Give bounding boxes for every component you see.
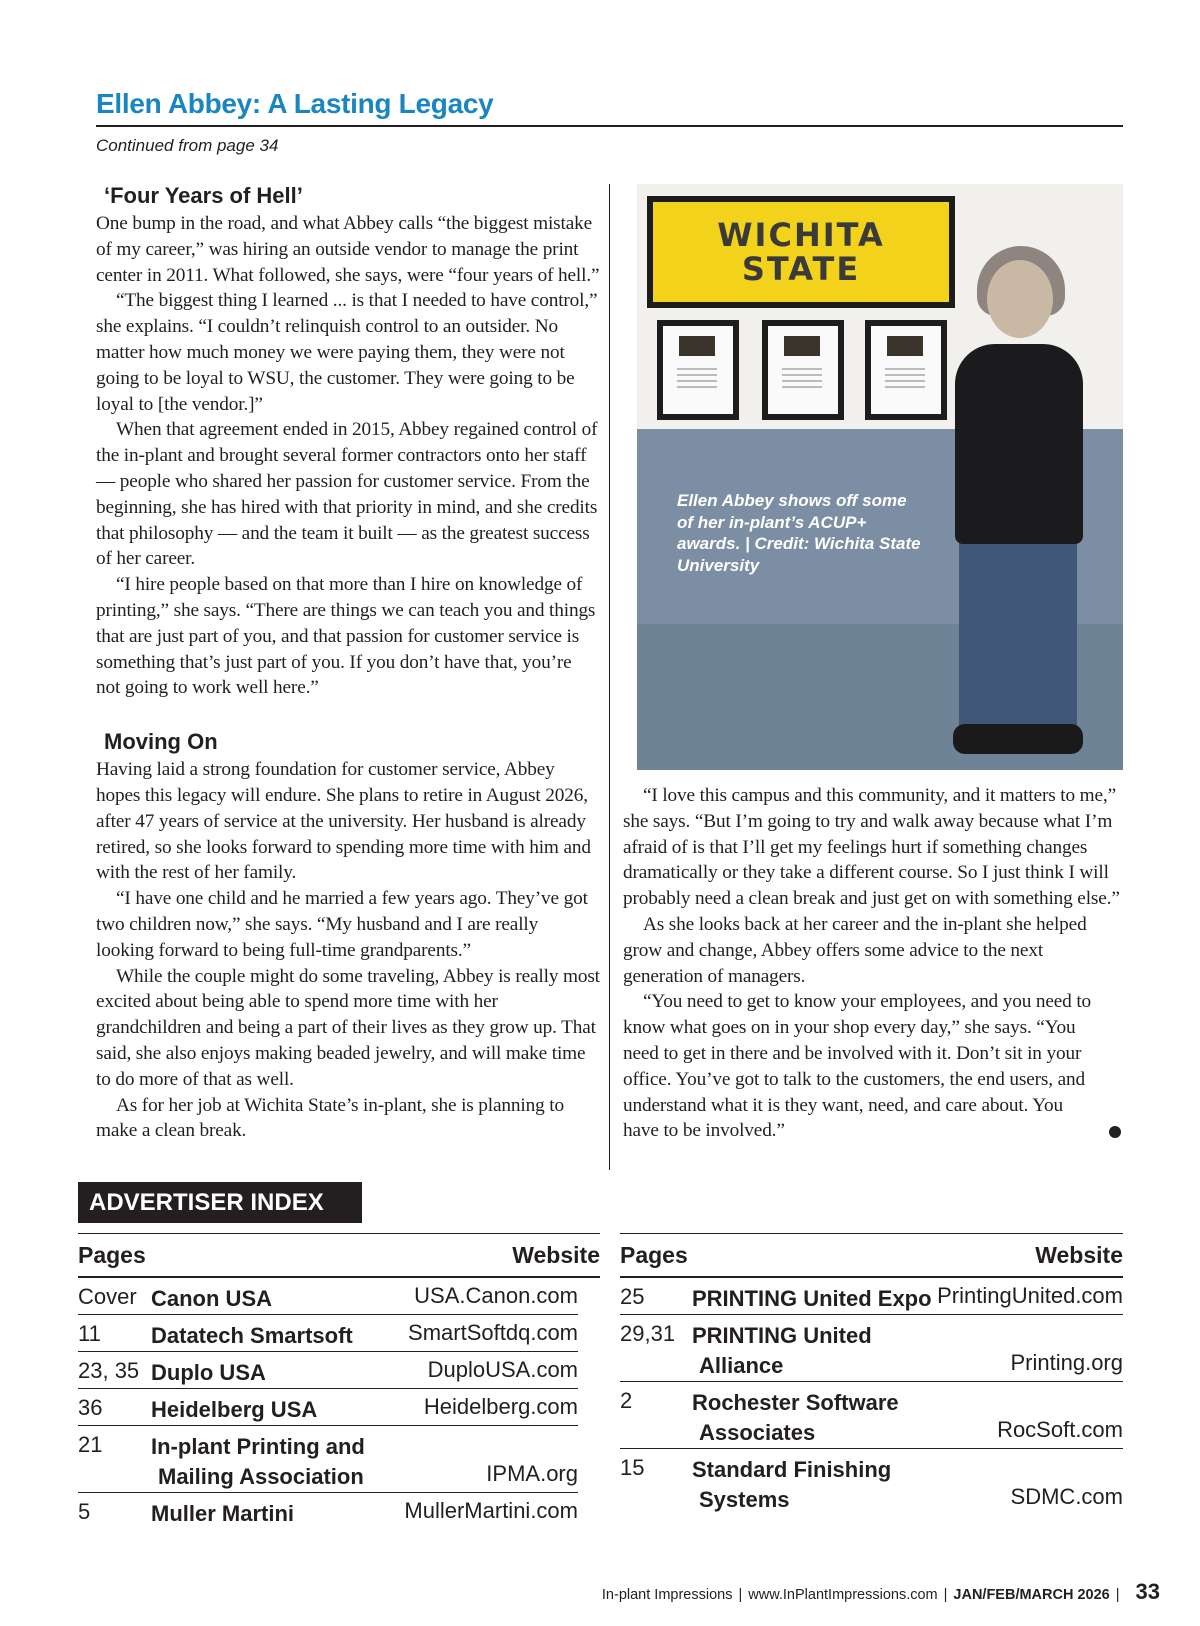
left-column	[96, 181, 600, 1144]
ad-company-line: Alliance	[699, 1353, 784, 1378]
table-row	[78, 1278, 578, 1315]
ad-company: Datatech Smartsoft	[151, 1323, 353, 1348]
ad-company-line: Rochester Software	[692, 1390, 899, 1415]
paragraph-text: “You need to get to know your employees, and you need to know what goes on in your shop every day,” she says. “You need to get in there and be involved with it. Don’t sit in your office. You’ve got to talk to the customers, the end users, and understand what it is they want, need, and care about. You have to be involved.”	[623, 991, 1092, 1142]
person-figure	[953, 724, 1083, 754]
paragraph: “I hire people based on that more than I hire on knowledge of printing,” she says. “There are things we can teach you and things that are just part of you, and that passion for customer service is something that’s just part of you. If you don’t have that, you’re not going to work well here.”	[96, 574, 596, 699]
photo-caption: Ellen Abbey shows off some of her in-plant’s ACUP+ awards. | Credit: Wichita State University	[677, 491, 921, 575]
table-row	[620, 1315, 1123, 1382]
paragraph: Having laid a strong foundation for customer service, Abbey hopes this legacy will endure. She plans to retire in August 2026, after 47 years of service at the university. Her husband is already retired, so she looks forward to spending more time with him and with the rest of her family.	[96, 759, 591, 884]
ad-company: Canon USA	[151, 1286, 272, 1311]
ad-pages: 11	[78, 1321, 101, 1346]
page-footer	[602, 1579, 1160, 1605]
footer-separator: |	[943, 1587, 948, 1603]
person-figure	[987, 260, 1053, 338]
banner-text: STATE	[741, 250, 861, 288]
ad-pages: 15	[620, 1455, 645, 1480]
title-rule	[96, 125, 1123, 127]
ad-company: Heidelberg USA	[151, 1397, 318, 1422]
ad-website[interactable]: DuploUSA.com	[427, 1357, 578, 1382]
ad-pages: 36	[78, 1395, 103, 1420]
ad-pages: 29,31	[620, 1321, 676, 1346]
table-row	[78, 1315, 578, 1352]
footer-publication: In-plant Impressions	[601, 1587, 733, 1603]
column-header-pages: Pages	[78, 1242, 146, 1268]
end-mark-icon	[1109, 1126, 1121, 1138]
ad-company	[692, 1321, 872, 1381]
ad-company-line: PRINTING United	[692, 1323, 872, 1348]
paragraph: “I love this campus and this community, and it matters to me,” she says. “But I’m going to try and walk away because what I’m afraid of is that I’ll get my feelings hurt if something changes dramatically or they take a different course. So I just think I will probably need a clean break and just get on with something else.”	[623, 785, 1120, 910]
ad-pages: 2	[620, 1388, 633, 1413]
section-heading-four-years: ‘Four Years of Hell’	[104, 183, 303, 208]
paragraph	[623, 989, 1123, 1144]
ad-pages: 23, 35	[78, 1358, 140, 1383]
ad-pages: 5	[78, 1499, 91, 1524]
table-row	[620, 1449, 1123, 1515]
paragraph: One bump in the road, and what Abbey calls “the biggest mistake of my career,” was hiring an outside vendor to manage the print center in 2011. What followed, she says, were “four years of hell.”	[96, 213, 600, 286]
advertiser-index-title: ADVERTISER INDEX	[78, 1182, 362, 1223]
column-header-website: Website	[1035, 1242, 1123, 1268]
paragraph: While the couple might do some traveling, Abbey is really most excited about being able to spend more time with her grandchildren and being a part of their lives as they grow up. That said, she also enjoys making beaded jewelry, and will make time to do more of that as well.	[96, 965, 600, 1090]
table-header	[78, 1234, 600, 1278]
right-column	[623, 783, 1123, 1144]
wichita-state-banner	[647, 196, 955, 308]
column-header-pages: Pages	[620, 1242, 688, 1268]
ad-website[interactable]: IPMA.org	[486, 1461, 578, 1486]
paragraph: “The biggest thing I learned ... is that I needed to have control,” she explains. “I couldn’t relinquish control to an outsider. No matter how much money we were paying them, they were not going to be loyal to WSU, the customer. They were going to be loyal to [the vendor.]”	[96, 290, 598, 415]
ad-website[interactable]: PrintingUnited.com	[937, 1283, 1123, 1308]
continued-note: Continued from page 34	[96, 136, 279, 155]
table-row	[620, 1382, 1123, 1449]
ad-pages: Cover	[78, 1284, 137, 1309]
table-row	[620, 1278, 1123, 1315]
table-header	[620, 1234, 1123, 1278]
ad-company	[692, 1455, 891, 1515]
ad-company	[692, 1388, 899, 1448]
article-photo	[637, 184, 1123, 770]
paragraph: As for her job at Wichita State’s in-plant, she is planning to make a clean break.	[96, 1094, 564, 1142]
ad-company-line: In-plant Printing and	[151, 1434, 365, 1459]
ad-pages: 25	[620, 1284, 645, 1309]
table-row	[78, 1493, 578, 1529]
table-row	[78, 1389, 578, 1426]
ad-website[interactable]: Printing.org	[1010, 1350, 1123, 1375]
ad-company: PRINTING United Expo	[692, 1286, 932, 1311]
ad-website[interactable]: SmartSoftdq.com	[408, 1320, 578, 1345]
ad-company: Muller Martini	[151, 1501, 295, 1526]
section-heading-moving-on: Moving On	[104, 729, 218, 755]
advertiser-table-left	[78, 1233, 600, 1529]
footer-issue: JAN/FEB/MARCH 2026	[953, 1587, 1110, 1603]
advertiser-table-right	[620, 1233, 1123, 1515]
ad-company-line: Systems	[699, 1487, 790, 1512]
ad-website[interactable]: SDMC.com	[1010, 1484, 1123, 1509]
ad-company-line: Standard Finishing	[692, 1457, 892, 1482]
ad-website[interactable]: RocSoft.com	[997, 1417, 1123, 1442]
table-row	[78, 1426, 578, 1493]
paragraph: “I have one child and he married a few years ago. They’ve got two children now,” she says. “My husband and I are really looking forward to being full-time grandparents.”	[96, 888, 588, 961]
ad-website[interactable]: USA.Canon.com	[414, 1283, 578, 1308]
footer-separator: |	[738, 1587, 743, 1603]
ad-website[interactable]: Heidelberg.com	[423, 1394, 578, 1419]
person-figure	[959, 536, 1077, 731]
ad-website[interactable]: MullerMartini.com	[404, 1498, 578, 1523]
page-number: 33	[1135, 1579, 1160, 1604]
column-divider	[609, 184, 610, 1170]
ad-company: Duplo USA	[151, 1360, 266, 1385]
ad-company	[151, 1432, 365, 1492]
ad-company-line: Mailing Association	[158, 1464, 364, 1489]
award-plaque	[762, 320, 844, 420]
footer-url[interactable]: www.InPlantImpressions.com	[748, 1587, 938, 1603]
paragraph: As she looks back at her career and the in-plant she helped grow and change, Abbey offers some advice to the next generation of managers.	[623, 913, 1087, 987]
column-header-website: Website	[512, 1242, 600, 1268]
award-plaque	[865, 320, 947, 420]
banner-text: WICHITA	[717, 216, 885, 254]
person-figure	[955, 344, 1083, 544]
article-title: Ellen Abbey: A Lasting Legacy	[96, 88, 494, 119]
award-plaque	[657, 320, 739, 420]
ad-company-line: Associates	[699, 1420, 816, 1445]
ad-pages: 21	[78, 1432, 103, 1457]
footer-separator: |	[1115, 1587, 1120, 1603]
paragraph: When that agreement ended in 2015, Abbey regained control of the in-plant and brought several former contractors onto her staff — people who shared her passion for customer service. From the beginning, she has hired with that priority in mind, and she credits that philosophy — and the team it built — as the greatest success of her career.	[96, 419, 598, 570]
table-row	[78, 1352, 578, 1389]
